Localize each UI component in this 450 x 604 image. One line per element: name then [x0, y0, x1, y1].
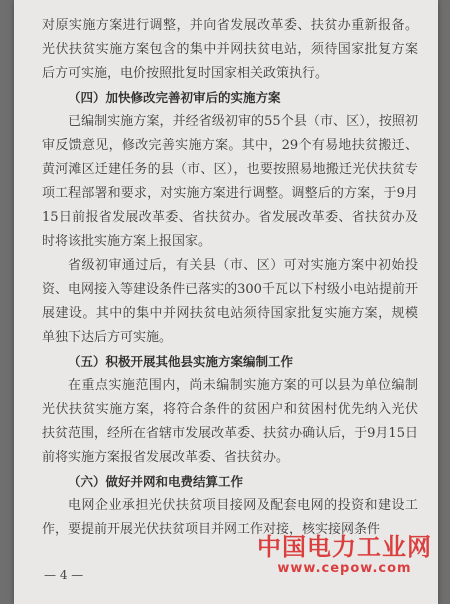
watermark-title: 中国电力工业网 — [257, 533, 432, 561]
document-body — [42, 14, 418, 542]
section-heading: （五）积极开展其他县实施方案编制工作 — [68, 354, 294, 369]
body-paragraph: 在重点实施范围内，尚未编制实施方案的可以县为单位编制光伏扶贫实施方案，将符合条件的贫困户和贫困村优先纳入光伏扶贫范围，经所在省辖市发展改革委、扶贫办确认后，于9月15日前将实施方案报省发展改革委、省扶贫办。 — [42, 378, 418, 465]
document-page — [14, 0, 438, 604]
section-heading: （四）加快修改完善初审后的实施方案 — [68, 90, 281, 105]
body-paragraph: 省级初审通过后，有关县（市、区）可对实施方案中初始投资、电网接入等建设条件已落实的300千瓦以下村级小电站提前开展建设。其中的集中并网扶贫电站须待国家批复实施方案，规模单独下达后方可实施。 — [42, 258, 418, 345]
section-heading: （六）做好并网和电费结算工作 — [68, 474, 244, 489]
watermark-url: www.cepow.com — [277, 561, 412, 576]
body-paragraph: 已编制实施方案，并经省级初审的55个县（市、区），按照初审反馈意见，修改完善实施方案。其中，29个有易地扶贫搬迁、黄河滩区迁建任务的县（市、区），也要按照易地搬迁光伏扶贫专项工程部署和要求，对实施方案进行调整。调整后的方案，于9月15日前报省发展改革委、省扶贫办。省发展改革委、省扶贫办及时将该批实施方案上报国家。 — [42, 114, 418, 249]
page-number: — 4 — — [44, 568, 84, 582]
site-watermark — [257, 533, 432, 577]
body-paragraph: 电网企业承担光伏扶贫项目接网及配套电网的投资和建设工作，要提前开展光伏扶贫项目并网工作对接，核实接网条件 — [42, 498, 418, 537]
body-paragraph: 对原实施方案进行调整，并向省发展改革委、扶贫办重新报备。光伏扶贫实施方案包含的集中并网扶贫电站，须待国家批复方案后方可实施，电价按照批复时国家相关政策执行。 — [42, 18, 418, 81]
